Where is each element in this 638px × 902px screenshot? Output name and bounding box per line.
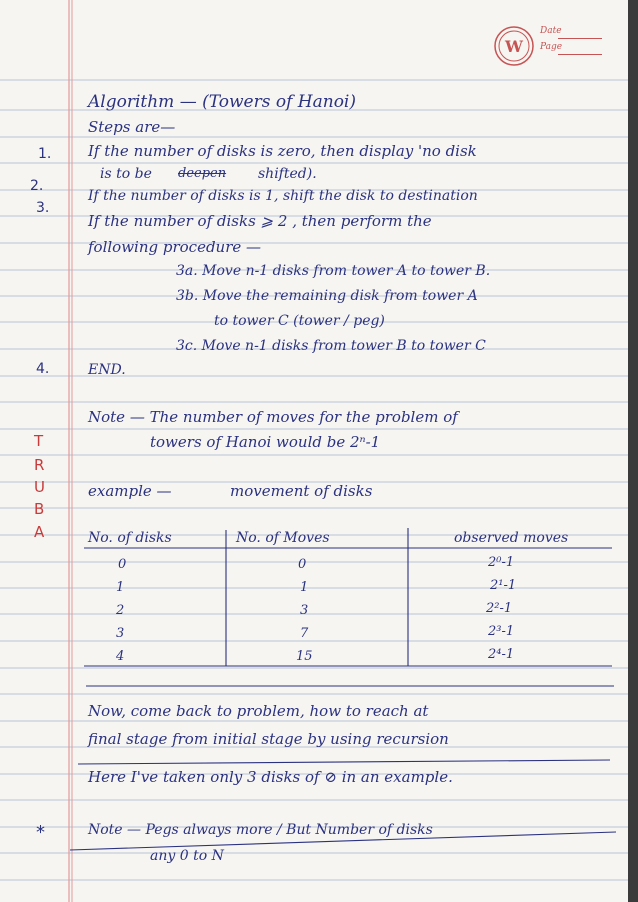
table-header-moves: No. of Moves	[236, 530, 330, 546]
step-number-3: 3.	[36, 200, 50, 216]
closing-note-cont: any 0 to N	[150, 848, 224, 864]
step-number-1: 1.	[38, 146, 52, 162]
page-line	[558, 54, 602, 55]
date-label: Date	[540, 26, 562, 36]
table-cell-disks: 3	[116, 626, 125, 641]
step-3c-text: 3c. Move n-1 disks from tower B to tower C	[176, 338, 486, 354]
step-2-text: If the number of disks is 1, shift the disk to destination	[88, 188, 478, 204]
example-title: movement of disks	[230, 482, 373, 500]
notebook-logo	[492, 24, 536, 68]
step-4-text: END.	[88, 362, 126, 378]
table-header-disks: No. of disks	[88, 530, 172, 546]
step-1-text-end: shifted).	[258, 166, 317, 182]
table-cell-moves: 0	[298, 557, 307, 572]
table-cell-moves: 7	[300, 626, 309, 641]
table-cell-moves: 3	[300, 603, 309, 618]
table-cell-moves: 1	[300, 580, 309, 595]
table-cell-disks: 2	[116, 603, 125, 618]
truba-letter: U	[34, 478, 45, 496]
truba-letter: R	[34, 456, 45, 474]
step-3b-text-cont: to tower C (tower / peg)	[214, 313, 385, 329]
table-cell-observed: 2³-1	[488, 624, 515, 639]
step-3-text: If the number of disks ⩾ 2 , then perform the	[88, 212, 432, 230]
step-3b-text: 3b. Move the remaining disk from tower A	[176, 288, 478, 304]
truba-letter: B	[34, 500, 45, 518]
step-3a-text: 3a. Move n-1 disks from tower A to tower B.	[176, 263, 491, 279]
steps-intro: Steps are—	[88, 118, 176, 136]
step-number-2: 2.	[30, 178, 44, 194]
example-label: example —	[88, 482, 172, 500]
step-1-struck-word: deepen	[178, 166, 227, 181]
table-cell-observed: 2¹-1	[490, 578, 517, 593]
step-1-text: If the number of disks is zero, then display 'no disk	[88, 142, 477, 160]
closing-line-1: Now, come back to problem, how to reach at	[88, 702, 429, 720]
step-3-text-cont: following procedure —	[88, 238, 262, 256]
note-line-1: Note — The number of moves for the problem of	[88, 408, 458, 426]
step-1-text-cont: is to be	[100, 166, 152, 182]
algorithm-title: Algorithm — (Towers of Hanoi)	[88, 92, 356, 112]
table-cell-observed: 2⁰-1	[488, 555, 515, 570]
svg-text:W: W	[505, 37, 523, 56]
table-cell-observed: 2⁴-1	[488, 647, 515, 662]
table-cell-disks: 0	[118, 557, 127, 572]
truba-letter: T	[34, 432, 44, 450]
date-line	[558, 38, 602, 39]
step-number-4: 4.	[36, 361, 50, 377]
note-line-2: towers of Hanoi would be 2ⁿ-1	[150, 433, 381, 451]
table-header-observed: observed moves	[454, 530, 569, 546]
closing-line-3: Here I've taken only 3 disks of ⊘ in an example.	[88, 768, 453, 786]
page-label: Page	[540, 42, 563, 52]
closing-line-2: final stage from initial stage by using recursion	[88, 730, 449, 748]
star-bullet: *	[36, 822, 45, 843]
table-cell-disks: 1	[116, 580, 125, 595]
closing-note: Note — Pegs always more / But Number of disks	[88, 822, 433, 838]
table-cell-moves: 15	[296, 649, 313, 664]
table-cell-disks: 4	[116, 649, 125, 664]
truba-letter: A	[34, 523, 45, 541]
table-cell-observed: 2²-1	[486, 601, 513, 616]
